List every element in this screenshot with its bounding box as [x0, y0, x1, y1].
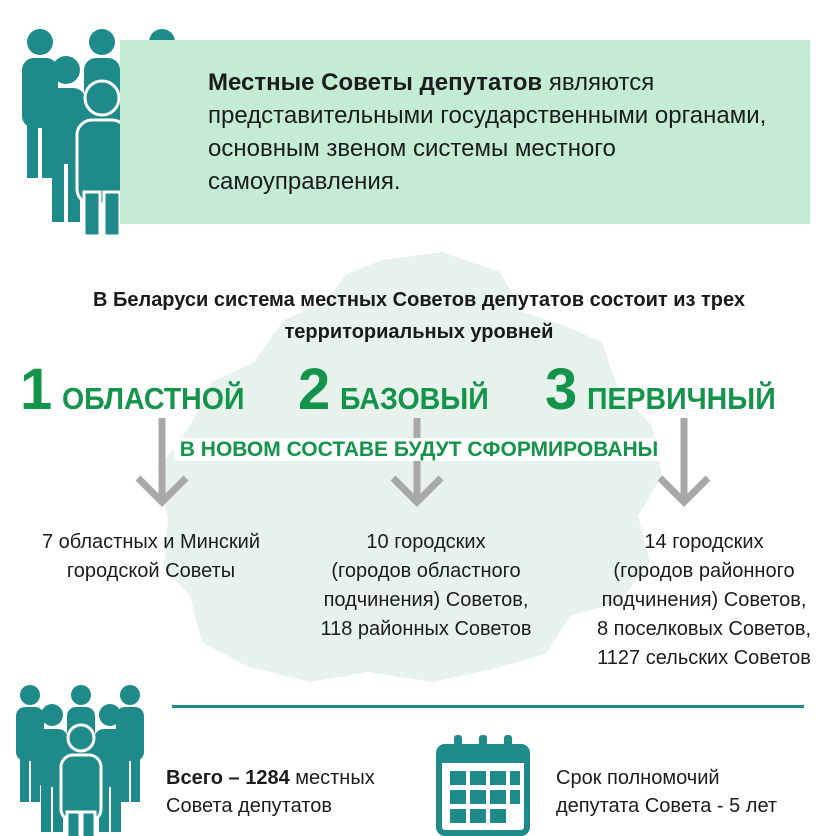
text-line: 14 городских: [644, 531, 764, 553]
text-line: городской Советы: [66, 560, 236, 582]
text-line: (городов областного: [331, 560, 521, 582]
total-councils-text: [166, 764, 426, 820]
people-group-icon: [6, 684, 156, 836]
level-number: 1: [20, 357, 53, 422]
intro-bold: Местные Советы депутатов: [208, 69, 543, 96]
intro-text: [208, 66, 798, 198]
basic-councils-text: [292, 528, 560, 644]
composition-label: В НОВОМ СОСТАВЕ БУДУТ СФОРМИРОВАНЫ: [174, 438, 664, 461]
text-line: 8 поселковых Советов,: [596, 618, 812, 640]
primary-councils-text: [575, 528, 833, 673]
level-name: ОБЛАСТНОЙ: [62, 381, 245, 416]
term-of-office-text: [556, 764, 826, 820]
text-line: 118 районных Советов: [320, 618, 532, 640]
section-divider: [172, 705, 804, 708]
level-primary: [545, 357, 792, 422]
level-regional: [20, 357, 261, 422]
level-basic: [298, 357, 502, 422]
text-line: подчинения) Советов,: [601, 589, 807, 611]
total-bold: Всего – 1284: [166, 767, 290, 789]
level-number: 3: [545, 357, 578, 422]
regional-councils-text: [20, 528, 282, 586]
text-line: (городов районного: [613, 560, 795, 582]
text-line: 1127 сельских Советов: [597, 647, 811, 669]
subtitle-line-2: территориальных уровней: [284, 321, 554, 343]
term-line-1: Срок полномочий: [556, 767, 720, 789]
intro-rest: являются представительными государственными органами, основным звеном системы местного самоуправления.: [208, 69, 767, 195]
text-line: 7 областных и Минский: [42, 531, 260, 553]
text-line: 10 городских: [366, 531, 486, 553]
text-line: подчинения) Советов,: [323, 589, 529, 611]
total-line-2: Совета депутатов: [166, 795, 332, 817]
level-name: ПЕРВИЧНЫЙ: [587, 381, 776, 416]
level-number: 2: [298, 357, 331, 422]
composition-heading: [0, 430, 838, 470]
term-line-2: депутата Совета - 5 лет: [556, 795, 778, 817]
calendar-icon: [436, 733, 530, 836]
levels-subtitle: [20, 284, 818, 348]
level-name: БАЗОВЫЙ: [340, 381, 489, 416]
total-rest: местных: [289, 767, 375, 789]
subtitle-line-1: В Беларуси система местных Советов депутатов состоит из трех: [92, 289, 745, 311]
